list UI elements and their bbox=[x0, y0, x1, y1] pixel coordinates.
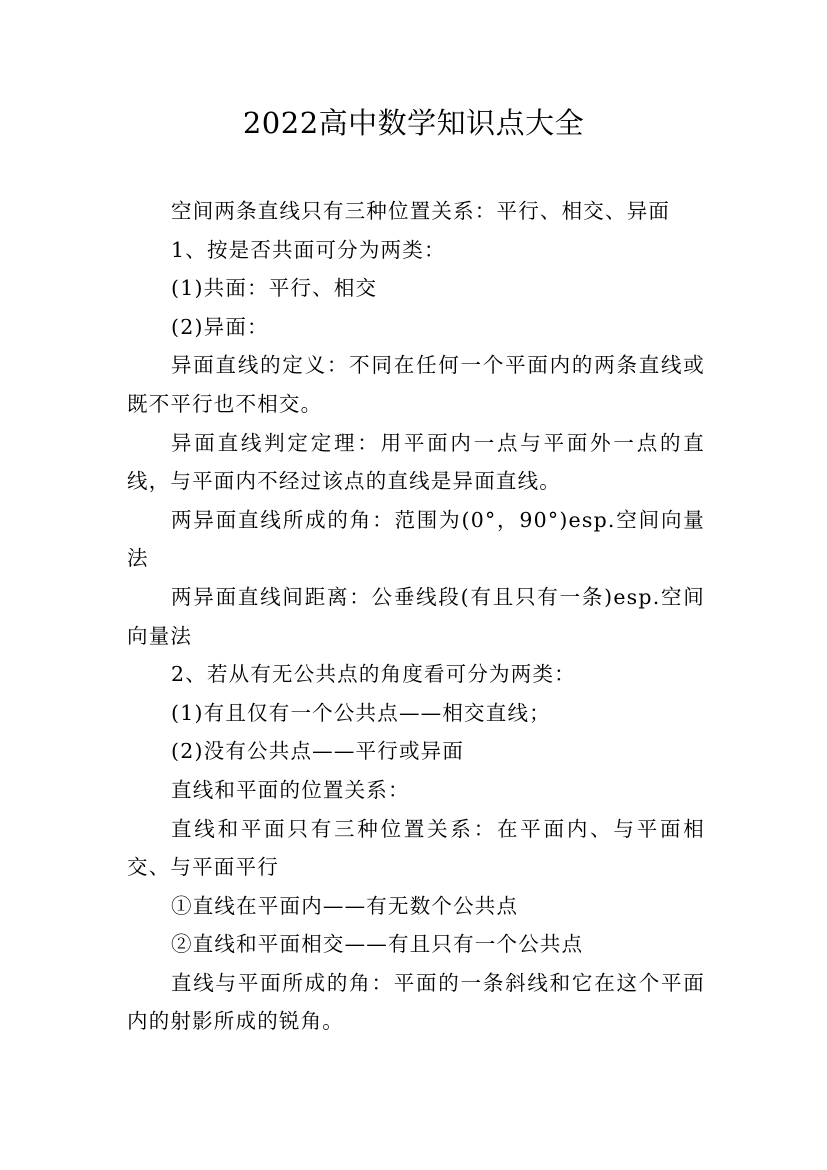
paragraph: (2)没有公共点——平行或异面 bbox=[171, 739, 465, 764]
paragraph: ②直线和平面相交——有且只有一个公共点 bbox=[171, 932, 584, 957]
paragraph: 空间两条直线只有三种位置关系：平行、相交、异面 bbox=[171, 199, 671, 223]
paragraph: (1)共面：平行、相交 bbox=[171, 276, 378, 301]
document-title: 2022高中数学知识点大全 bbox=[242, 106, 585, 140]
paragraph: 两异面直线所成的角：范围为(0°，90°)esp.空间向量法 bbox=[127, 507, 705, 571]
paragraph: 1、按是否共面可分为两类： bbox=[171, 237, 446, 262]
paragraph: 两异面直线间距离：公垂线段(有且只有一条)esp.空间向量法 bbox=[127, 584, 705, 648]
paragraph: 异面直线判定定理：用平面内一点与平面外一点的直线，与平面内不经过该点的直线是异面直线。 bbox=[127, 430, 705, 494]
paragraph: (2)异面： bbox=[171, 314, 269, 339]
paragraph: 异面直线的定义：不同在任何一个平面内的两条直线或既不平行也不相交。 bbox=[127, 353, 705, 416]
paragraph: ①直线在平面内——有无数个公共点 bbox=[171, 893, 519, 918]
document-body bbox=[127, 192, 705, 1041]
paragraph: 直线和平面的位置关系： bbox=[171, 777, 410, 802]
paragraph: 2、若从有无公共点的角度看可分为两类： bbox=[171, 662, 576, 687]
paragraph: (1)有且仅有一个公共点——相交直线； bbox=[171, 700, 551, 725]
paragraph: 直线与平面所成的角：平面的一条斜线和它在这个平面内的射影所成的锐角。 bbox=[127, 970, 705, 1034]
paragraph: 直线和平面只有三种位置关系：在平面内、与平面相交、与平面平行 bbox=[127, 816, 705, 880]
